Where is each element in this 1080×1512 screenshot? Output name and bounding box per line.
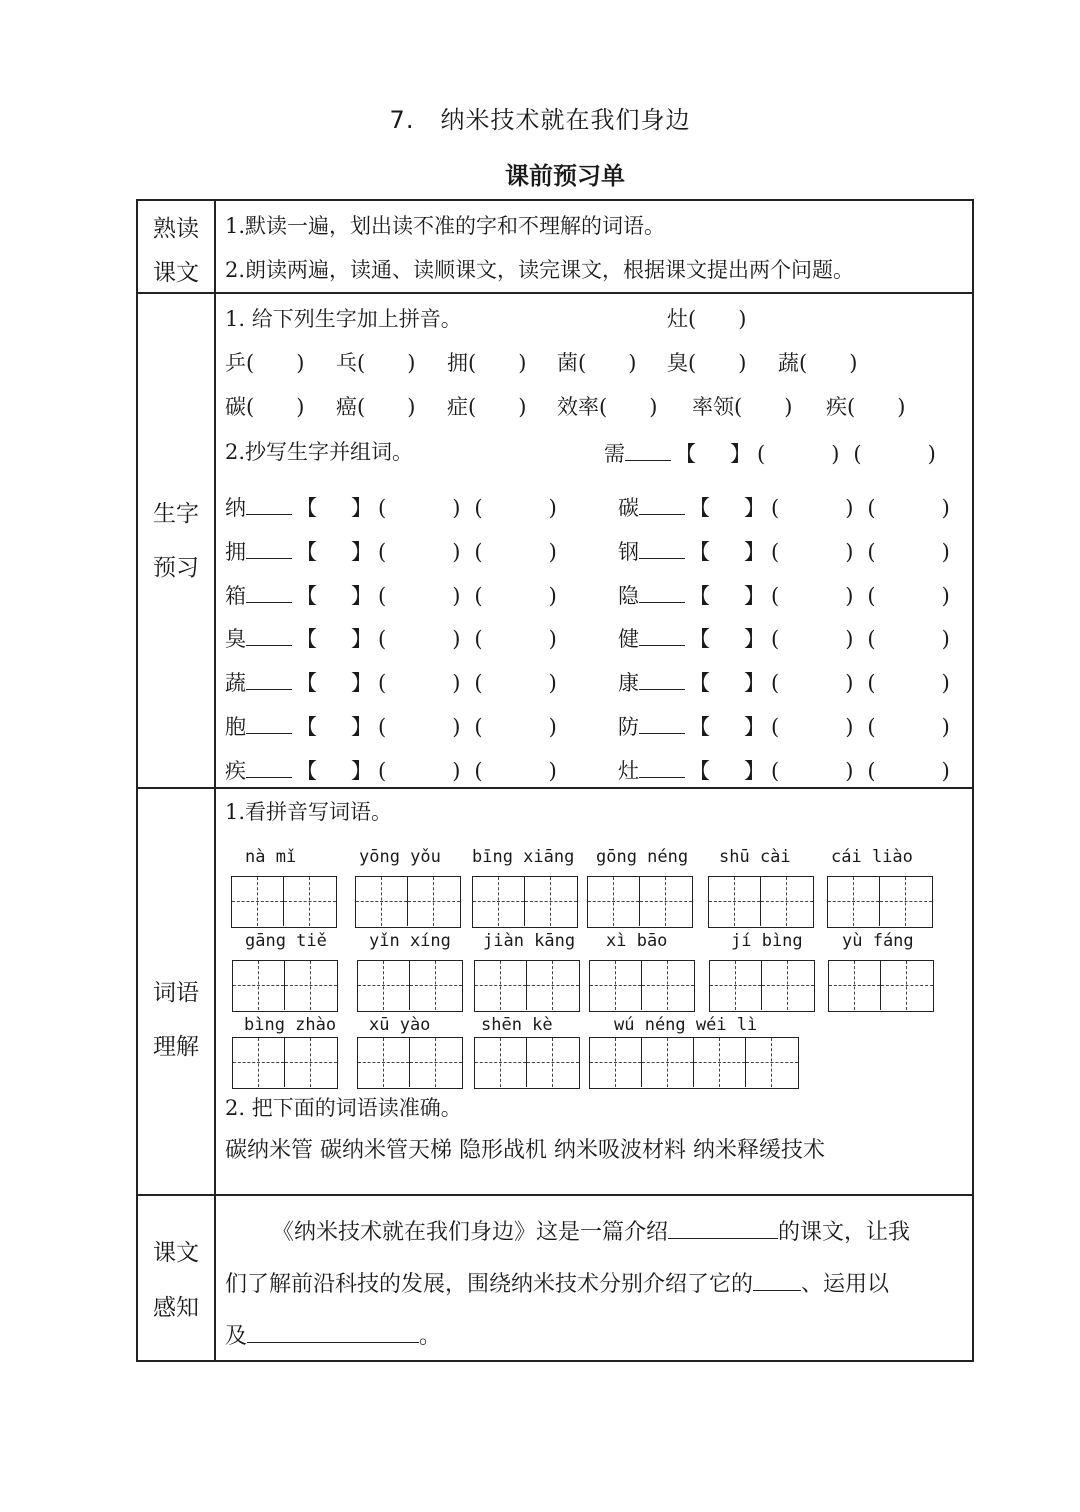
pinyin-label: yōng yǒu bbox=[359, 847, 441, 867]
fill-blank[interactable] bbox=[753, 1272, 801, 1291]
pinyin-item: 率领( ) bbox=[692, 395, 793, 419]
copy-char: 蔬 bbox=[225, 671, 246, 696]
pinyin-label: wú néng wéi lì bbox=[614, 1015, 758, 1035]
copy-blank[interactable] bbox=[246, 540, 292, 559]
pinyin-label: shū cài bbox=[719, 847, 791, 867]
words-question-1: 1.看拼音写词语。 bbox=[225, 800, 393, 824]
writing-box[interactable] bbox=[357, 1037, 463, 1089]
copy-row: 胞 【 】 ( ) ( ) bbox=[225, 715, 557, 739]
pinyin-item: 乓( ) bbox=[336, 351, 416, 375]
section-label-perception-2: 感知 bbox=[153, 1295, 199, 1321]
pinyin-item-zao: 灶( ) bbox=[667, 307, 747, 331]
copy-char: 拥 bbox=[225, 539, 246, 564]
copy-blank[interactable] bbox=[246, 759, 292, 778]
pinyin-item: 效率( ) bbox=[557, 395, 658, 419]
pinyin-item: 拥( ) bbox=[447, 351, 527, 375]
writing-box[interactable] bbox=[708, 876, 814, 928]
fill-blank[interactable] bbox=[247, 1324, 419, 1343]
copy-char: 箱 bbox=[225, 583, 246, 608]
copy-blank[interactable] bbox=[246, 715, 292, 734]
pinyin-item: 蔬( ) bbox=[778, 351, 858, 375]
pinyin-label: gōng néng bbox=[596, 847, 689, 867]
row-divider bbox=[136, 292, 974, 294]
writing-box[interactable] bbox=[589, 960, 695, 1012]
perception-line-3: 及 。 bbox=[225, 1324, 442, 1349]
pinyin-label: bīng xiāng bbox=[472, 847, 575, 867]
section-label-chars-1: 生字 bbox=[153, 501, 199, 527]
copy-blank[interactable] bbox=[639, 627, 685, 646]
copy-row: 箱 【 】 ( ) ( ) bbox=[225, 583, 557, 608]
label-column-divider bbox=[214, 199, 216, 1362]
lesson-number: 7. bbox=[389, 106, 415, 134]
pinyin-label: jí bìng bbox=[731, 931, 803, 951]
copy-blank[interactable] bbox=[639, 759, 685, 778]
section-label-words-2: 理解 bbox=[153, 1034, 199, 1060]
copy-char: 防 bbox=[618, 715, 639, 739]
copy-char: 纳 bbox=[225, 496, 246, 520]
copy-char: 健 bbox=[618, 627, 639, 652]
emphasis-dot-icon bbox=[578, 395, 599, 419]
copy-char: 疾 bbox=[225, 758, 246, 783]
row-divider bbox=[136, 1194, 974, 1196]
copy-blank[interactable] bbox=[639, 715, 685, 734]
perception-line-1: 《纳米技术就在我们身边》这是一篇介绍 的课文，让我 bbox=[272, 1220, 911, 1245]
copy-blank[interactable] bbox=[246, 584, 292, 603]
copy-char: 灶 bbox=[618, 758, 639, 783]
page-title bbox=[0, 100, 1080, 135]
copy-blank[interactable] bbox=[246, 671, 292, 690]
chars-question-2: 2.抄写生字并组词。 bbox=[225, 440, 414, 464]
pinyin-item: 疾( ) bbox=[826, 395, 906, 419]
writing-box[interactable] bbox=[587, 876, 693, 928]
pinyin-label: shēn kè bbox=[481, 1015, 553, 1035]
pinyin-label: cái liào bbox=[831, 847, 913, 867]
section-label-reading-2: 课文 bbox=[153, 260, 199, 286]
writing-box[interactable] bbox=[472, 876, 578, 928]
emphasis-dot-icon bbox=[692, 395, 713, 419]
pinyin-label: xū yào bbox=[369, 1015, 431, 1035]
copy-row: 隐 【 】 ( ) ( ) bbox=[618, 583, 950, 608]
copy-blank[interactable] bbox=[639, 584, 685, 603]
writing-box[interactable] bbox=[828, 960, 934, 1012]
pinyin-label: yǐn xíng bbox=[369, 931, 451, 951]
pinyin-label: gāng tiě bbox=[245, 931, 327, 951]
copy-char: 康 bbox=[618, 671, 639, 696]
copy-char: 隐 bbox=[618, 583, 639, 608]
pinyin-label: jiàn kāng bbox=[483, 931, 576, 951]
section-label-chars-2: 预习 bbox=[153, 555, 199, 581]
pinyin-label: xì bāo bbox=[606, 931, 668, 951]
writing-box[interactable] bbox=[474, 1037, 580, 1089]
pinyin-label: nà mǐ bbox=[245, 847, 297, 867]
row-divider bbox=[136, 787, 974, 789]
writing-box[interactable] bbox=[232, 960, 338, 1012]
copy-row: 需 【 】 ( ) ( ) bbox=[604, 442, 936, 466]
copy-row: 康 【 】 ( ) ( ) bbox=[618, 671, 950, 696]
copy-char: 需 bbox=[604, 442, 625, 466]
copy-blank[interactable] bbox=[246, 496, 292, 515]
copy-blank[interactable] bbox=[639, 496, 685, 515]
copy-row: 钢 【 】 ( ) ( ) bbox=[618, 539, 950, 564]
pinyin-item: 乒( ) bbox=[225, 351, 305, 375]
writing-box[interactable] bbox=[231, 876, 337, 928]
section-label-reading-1: 熟读 bbox=[153, 216, 199, 242]
fill-blank[interactable] bbox=[668, 1220, 778, 1239]
copy-row: 健 【 】 ( ) ( ) bbox=[618, 627, 950, 652]
writing-box[interactable] bbox=[709, 960, 815, 1012]
copy-row: 臭 【 】 ( ) ( ) bbox=[225, 627, 557, 652]
page-subtitle: 课前预习单 bbox=[505, 162, 625, 190]
reading-instruction-1: 1.默读一遍，划出读不准的字和不理解的词语。 bbox=[225, 214, 666, 238]
writing-box[interactable] bbox=[232, 1037, 338, 1089]
pinyin-item: 癌( ) bbox=[336, 395, 416, 419]
words-question-2: 2. 把下面的词语读准确。 bbox=[225, 1096, 462, 1120]
copy-char: 钢 bbox=[618, 539, 639, 564]
copy-char: 臭 bbox=[225, 627, 246, 652]
copy-blank[interactable] bbox=[625, 442, 671, 461]
section-label-words-1: 词语 bbox=[153, 980, 199, 1006]
copy-row: 灶 【 】 ( ) ( ) bbox=[618, 758, 950, 783]
pinyin-item: 碳( ) bbox=[225, 395, 305, 419]
pinyin-item: 菌( ) bbox=[557, 351, 637, 375]
writing-box[interactable] bbox=[827, 876, 933, 928]
copy-row: 疾 【 】 ( ) ( ) bbox=[225, 758, 557, 783]
copy-row: 防 【 】 ( ) ( ) bbox=[618, 715, 950, 739]
pinyin-label: bìng zhào bbox=[244, 1015, 337, 1035]
pinyin-item: 症( ) bbox=[447, 395, 527, 419]
reading-instruction-2: 2.朗读两遍，读通、读顺课文，读完课文，根据课文提出两个问题。 bbox=[225, 258, 855, 282]
writing-box[interactable] bbox=[474, 960, 580, 1012]
writing-box[interactable] bbox=[589, 1037, 799, 1089]
copy-blank[interactable] bbox=[246, 627, 292, 646]
writing-box[interactable] bbox=[355, 876, 461, 928]
perception-line-2: 们了解前沿科技的发展，围绕纳米技术分别介绍了它的 、运用以 bbox=[225, 1272, 890, 1297]
word-list: 碳纳米管 碳纳米管天梯 隐形战机 纳米吸波材料 纳米释缓技术 bbox=[225, 1138, 825, 1163]
copy-row: 纳 【 】 ( ) ( ) bbox=[225, 496, 557, 520]
pinyin-item: 臭( ) bbox=[667, 351, 747, 375]
copy-row: 蔬 【 】 ( ) ( ) bbox=[225, 671, 557, 696]
copy-blank[interactable] bbox=[639, 540, 685, 559]
lesson-title: 纳米技术就在我们身边 bbox=[440, 106, 691, 134]
writing-box[interactable] bbox=[357, 960, 463, 1012]
pinyin-label: yù fáng bbox=[842, 931, 914, 951]
copy-blank[interactable] bbox=[639, 671, 685, 690]
chars-question-1: 1. 给下列生字加上拼音。 bbox=[225, 307, 462, 331]
section-label-perception-1: 课文 bbox=[153, 1240, 199, 1266]
copy-row: 拥 【 】 ( ) ( ) bbox=[225, 539, 557, 564]
copy-row: 碳 【 】 ( ) ( ) bbox=[618, 496, 950, 520]
copy-char: 胞 bbox=[225, 715, 246, 739]
copy-char: 碳 bbox=[618, 496, 639, 520]
